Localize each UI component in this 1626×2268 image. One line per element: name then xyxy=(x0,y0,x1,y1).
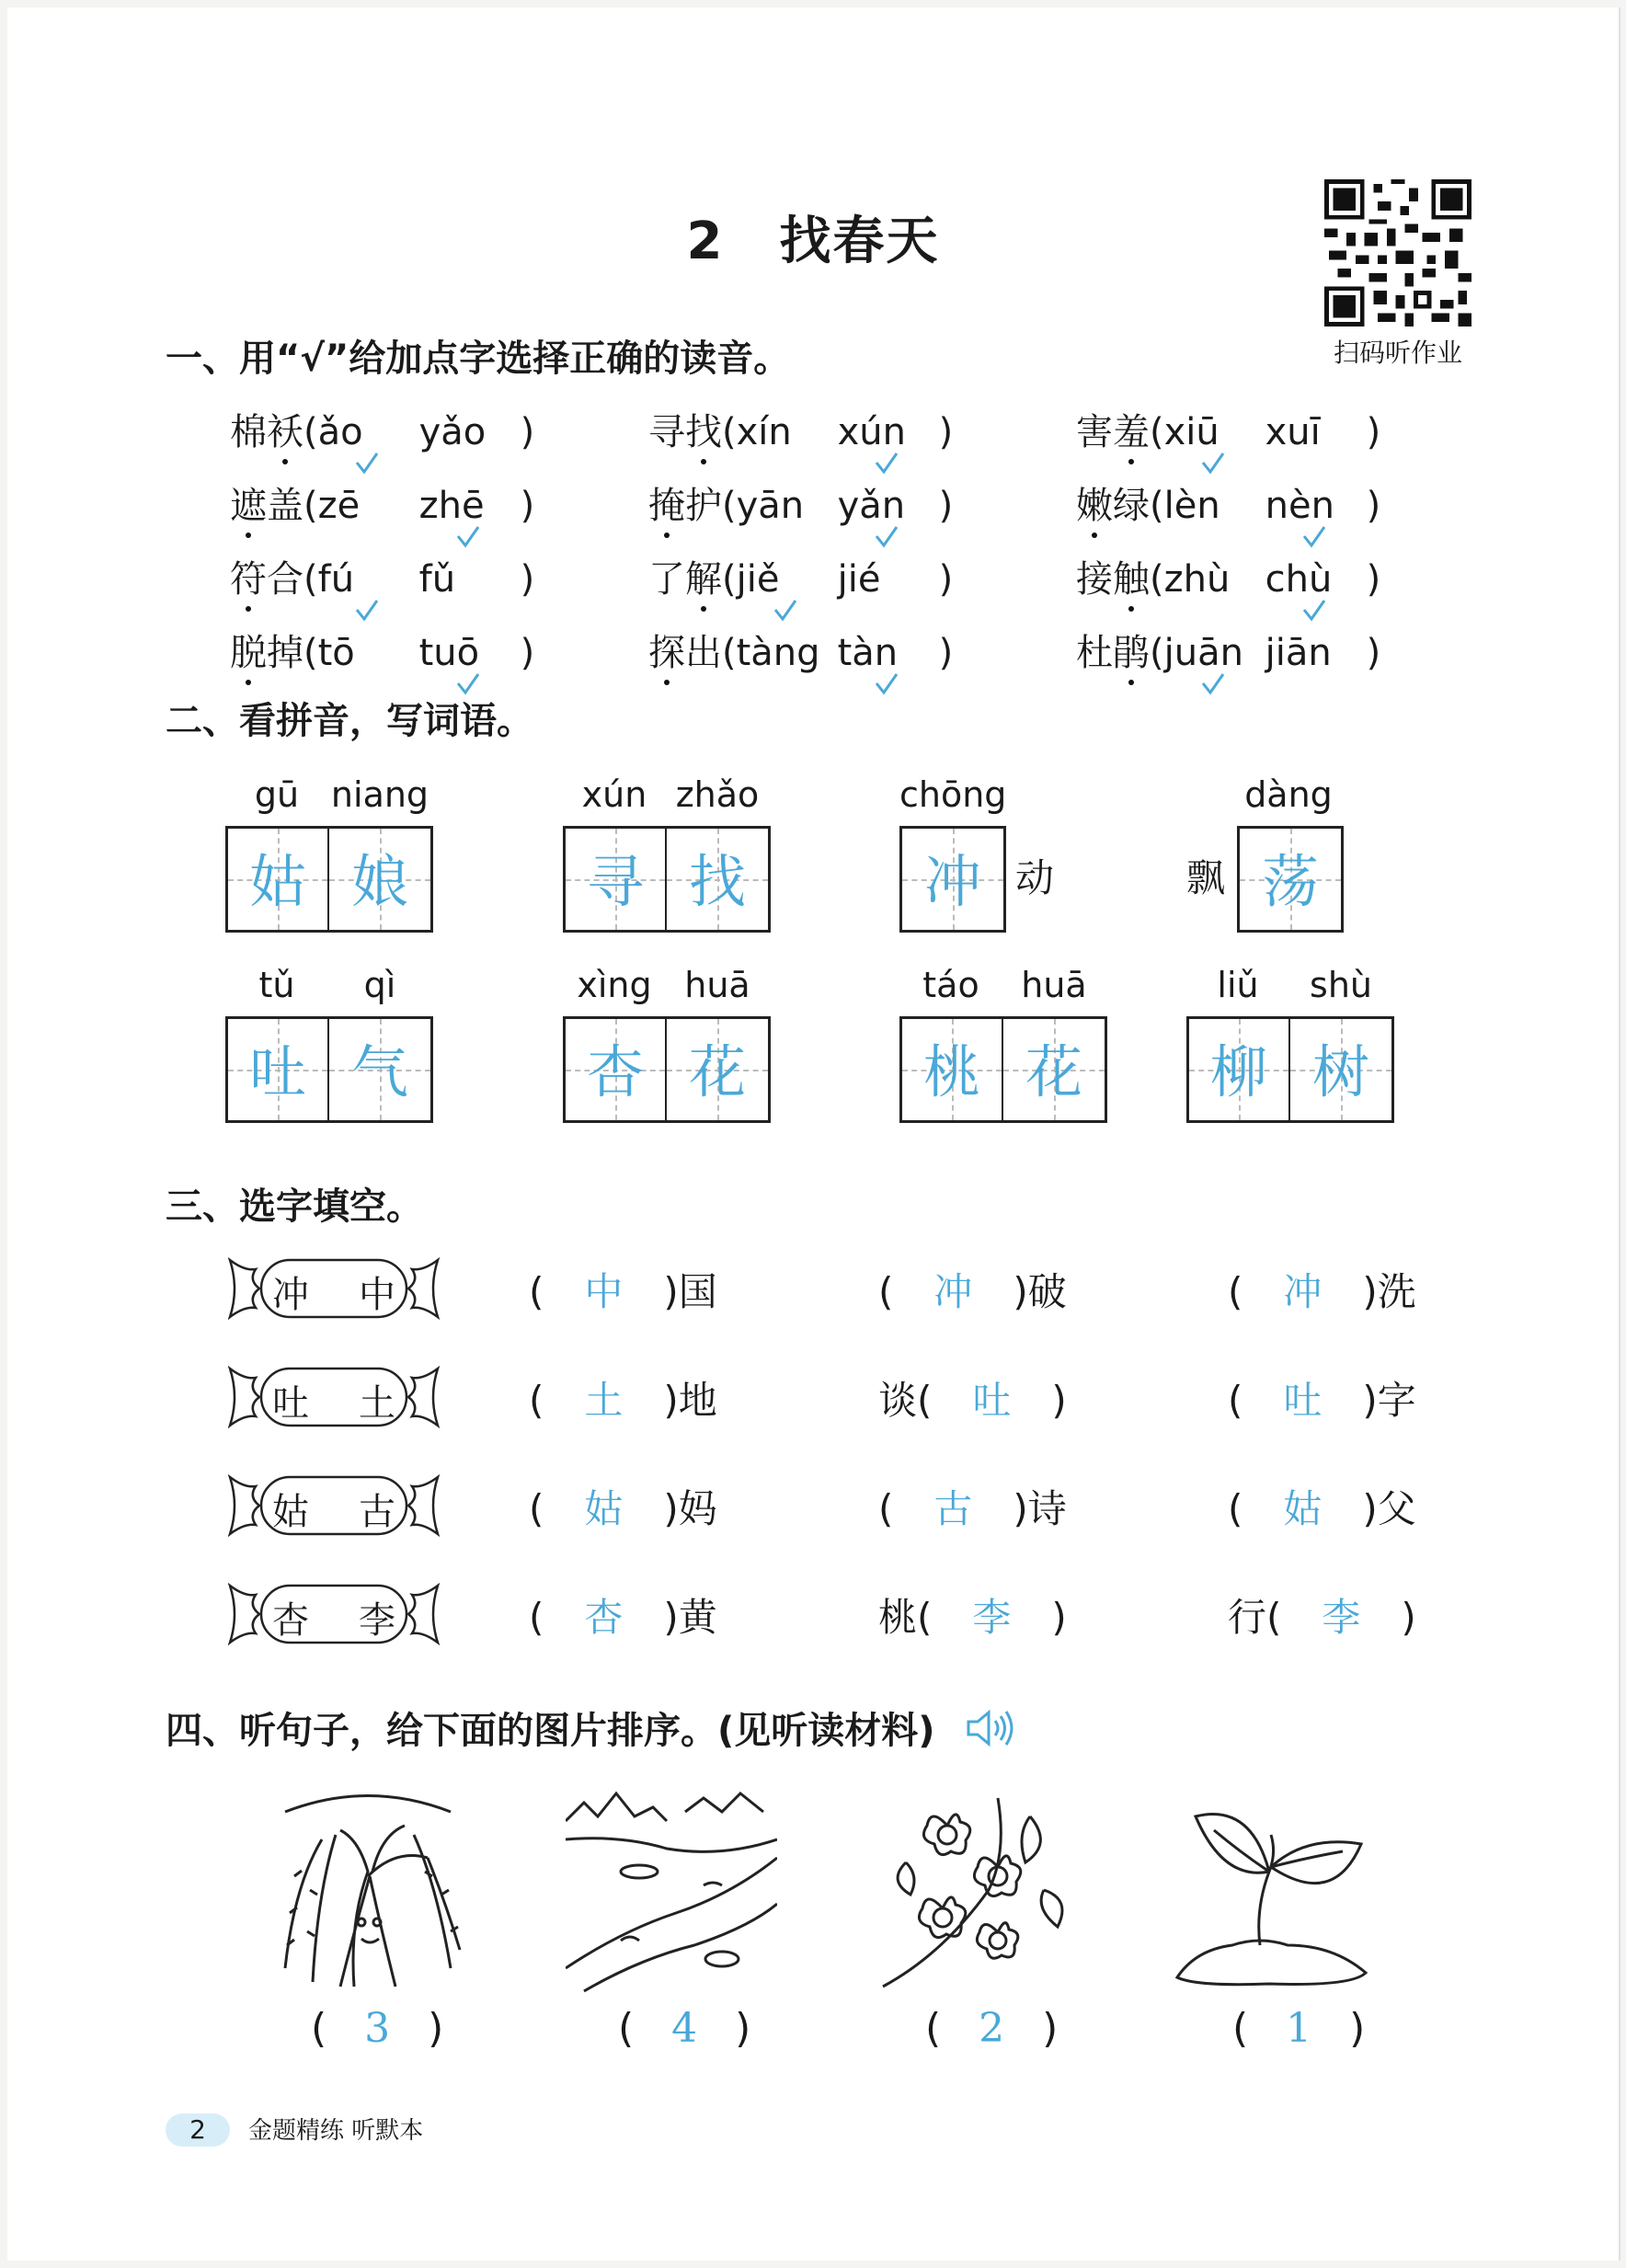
pinyin-label: táo xyxy=(922,965,979,1005)
dotted-char: 掩 xyxy=(648,476,685,529)
candy-choice-box xyxy=(228,1470,440,1541)
pinyin-option-text: jiě xyxy=(736,558,780,601)
pinyin-label: huā xyxy=(684,965,750,1005)
section2-heading: 二、看拼音，写词语。 xyxy=(166,700,533,742)
pinyin-option[interactable] xyxy=(318,411,419,453)
written-char: 吐 xyxy=(248,1038,306,1105)
open-paren: ( xyxy=(722,558,737,601)
grid-cell[interactable] xyxy=(1189,1019,1290,1120)
written-char: 娘 xyxy=(350,848,408,915)
choice-char: 吐 xyxy=(272,1382,309,1425)
open-paren: ( xyxy=(925,2005,942,2052)
pinyin-option[interactable] xyxy=(318,632,419,674)
word-char: 盖 xyxy=(267,485,303,527)
pinyin-option[interactable] xyxy=(1265,632,1367,674)
pinyin-label: qì xyxy=(363,965,396,1005)
lesson-title: 找春天 xyxy=(779,212,940,271)
blank-prefix: 谈( xyxy=(878,1378,933,1423)
order-number: 2 xyxy=(979,2005,1005,2052)
pinyin-label: huā xyxy=(1021,965,1087,1005)
check-mark-icon xyxy=(1302,516,1326,540)
pinyin-option-text: xún xyxy=(837,411,906,453)
pinyin-option-text: tàng xyxy=(736,632,820,674)
fill-blank[interactable] xyxy=(878,1370,1067,1426)
choice-char: 中 xyxy=(359,1274,395,1316)
section4-heading xyxy=(166,1701,1016,1758)
blank-answer: 李 xyxy=(972,1595,1012,1640)
dotted-char: 遮 xyxy=(230,476,267,529)
pinyin-option[interactable] xyxy=(1265,485,1367,527)
blank-answer: 吐 xyxy=(972,1378,1012,1423)
written-char: 荡 xyxy=(1261,848,1319,915)
blank-suffix: ) xyxy=(1401,1595,1416,1640)
pinyin-option-text: ǎo xyxy=(317,411,363,453)
blank-suffix: )诗 xyxy=(1013,1486,1067,1531)
written-char: 柳 xyxy=(1209,1038,1267,1105)
check-mark-icon xyxy=(875,663,899,687)
open-paren: ( xyxy=(1150,632,1164,674)
pronunciation-item xyxy=(648,550,953,602)
writing-grid[interactable] xyxy=(899,1016,1107,1123)
pronunciation-item xyxy=(230,403,534,455)
check-mark-icon xyxy=(355,590,379,613)
close-paren: ) xyxy=(938,411,954,453)
fill-blank[interactable] xyxy=(1228,1479,1416,1534)
pinyin-label: liǔ xyxy=(1217,965,1259,1005)
order-answer[interactable] xyxy=(925,2005,1058,2052)
footer xyxy=(166,2112,423,2147)
choice-char: 李 xyxy=(359,1599,395,1642)
blank-prefix: ( xyxy=(529,1378,544,1423)
pinyin-option[interactable] xyxy=(1164,632,1265,674)
blank-prefix: ( xyxy=(1228,1269,1243,1314)
fill-blank[interactable] xyxy=(878,1479,1067,1534)
pinyin-option-text: xiū xyxy=(1163,411,1220,453)
dotted-char: 符 xyxy=(230,550,267,602)
section1-heading: 一、用“√”给加点字选择正确的读音。 xyxy=(166,338,791,380)
pinyin-option[interactable] xyxy=(419,558,521,601)
candy-choice-box xyxy=(228,1253,440,1324)
blank-answer: 冲 xyxy=(933,1269,973,1314)
pinyin-option[interactable] xyxy=(1164,485,1265,527)
writing-grid[interactable] xyxy=(1186,1016,1394,1123)
pinyin-label: zhǎo xyxy=(675,774,760,815)
seedling-picture xyxy=(1168,1780,1380,1991)
dotted-char: 羞 xyxy=(1113,403,1150,455)
fill-blank[interactable] xyxy=(878,1587,1067,1643)
pinyin-option-text: xuī xyxy=(1265,411,1321,453)
willow-tree-picture xyxy=(267,1784,478,1996)
open-paren: ( xyxy=(1150,485,1164,527)
pinyin-option[interactable] xyxy=(838,485,939,527)
qr-code[interactable] xyxy=(1324,179,1471,326)
pinyin-label: shù xyxy=(1310,965,1372,1005)
pronunciation-item xyxy=(230,476,534,529)
writing-grid[interactable] xyxy=(225,1016,433,1123)
blank-suffix: )国 xyxy=(663,1269,717,1314)
close-paren: ) xyxy=(1349,2005,1366,2052)
pronunciation-item xyxy=(230,624,534,676)
dotted-char: 探 xyxy=(648,624,685,676)
grid-cell[interactable] xyxy=(228,1019,329,1120)
grid-cell[interactable] xyxy=(1290,1019,1391,1120)
blank-suffix: ) xyxy=(1051,1595,1067,1640)
grid-cell[interactable] xyxy=(566,829,667,930)
fill-blank[interactable] xyxy=(878,1262,1067,1317)
order-number: 3 xyxy=(364,2005,391,2052)
grid-cell[interactable] xyxy=(667,1019,768,1120)
dotted-char: 鹃 xyxy=(1113,624,1150,676)
blank-prefix: ( xyxy=(529,1595,544,1640)
choice-char: 古 xyxy=(359,1491,395,1533)
check-mark-icon xyxy=(456,663,480,687)
pinyin-option[interactable] xyxy=(419,485,521,527)
blank-answer: 姑 xyxy=(584,1486,624,1531)
writing-grid[interactable] xyxy=(225,826,433,933)
word-char: 寻 xyxy=(648,411,685,453)
blank-suffix: )破 xyxy=(1013,1269,1067,1314)
pinyin-option-text: zē xyxy=(317,485,361,527)
pronunciation-item xyxy=(230,550,534,602)
choice-char: 姑 xyxy=(272,1491,309,1533)
pinyin-option[interactable] xyxy=(737,632,838,674)
word-char: 杜 xyxy=(1076,632,1113,674)
written-char: 桃 xyxy=(922,1038,980,1105)
pinyin-option-text: tō xyxy=(317,632,355,674)
pronunciation-item xyxy=(1076,550,1380,602)
writing-grid[interactable] xyxy=(899,826,1006,933)
pinyin-option[interactable] xyxy=(838,411,939,453)
pinyin-option-text: yān xyxy=(736,485,805,527)
grid-cell[interactable] xyxy=(1240,829,1341,930)
word-char: 绿 xyxy=(1113,485,1150,527)
pinyin-option[interactable] xyxy=(737,558,838,601)
close-paren: ) xyxy=(520,632,535,674)
candy-choice-box xyxy=(228,1578,440,1650)
written-char: 杏 xyxy=(586,1038,644,1105)
check-mark-icon xyxy=(773,590,797,613)
pinyin-option[interactable] xyxy=(1265,411,1367,453)
fill-blank[interactable] xyxy=(1228,1587,1416,1643)
blank-answer: 中 xyxy=(584,1269,624,1314)
close-paren: ) xyxy=(938,558,954,601)
blank-suffix: )字 xyxy=(1362,1378,1416,1423)
blank-prefix: ( xyxy=(529,1269,544,1314)
flower-branch-picture xyxy=(869,1780,1081,1991)
open-paren: ( xyxy=(303,632,318,674)
pinyin-option[interactable] xyxy=(838,558,939,601)
fill-blank[interactable] xyxy=(529,1262,717,1317)
dotted-char: 嫩 xyxy=(1076,476,1113,529)
pinyin-option-text: fú xyxy=(317,558,355,601)
pinyin-label: gū xyxy=(254,774,300,815)
given-char: 动 xyxy=(1015,855,1055,900)
pinyin-option[interactable] xyxy=(838,632,939,674)
pinyin-option-text: yǎo xyxy=(418,411,487,453)
pinyin-option-text: nèn xyxy=(1265,485,1334,527)
pronunciation-item xyxy=(1076,624,1380,676)
open-paren: ( xyxy=(618,2005,635,2052)
close-paren: ) xyxy=(1366,485,1381,527)
written-char: 找 xyxy=(688,848,746,915)
word-char: 接 xyxy=(1076,558,1113,601)
pinyin-option-text: juān xyxy=(1163,632,1243,674)
open-paren: ( xyxy=(722,485,737,527)
fill-blank[interactable] xyxy=(529,1587,717,1643)
blank-prefix: ( xyxy=(878,1486,894,1531)
pinyin-option[interactable] xyxy=(737,485,838,527)
blank-answer: 姑 xyxy=(1283,1486,1323,1531)
grid-cell[interactable] xyxy=(566,1019,667,1120)
written-char: 气 xyxy=(350,1038,408,1105)
pinyin-option[interactable] xyxy=(419,411,521,453)
pinyin-label: xìng xyxy=(577,965,652,1005)
open-paren: ( xyxy=(722,411,737,453)
given-char: 飘 xyxy=(1186,855,1226,900)
written-char: 寻 xyxy=(586,848,644,915)
dotted-char: 解 xyxy=(685,550,722,602)
written-char: 花 xyxy=(1025,1038,1082,1105)
written-char: 姑 xyxy=(248,848,306,915)
written-char: 花 xyxy=(688,1038,746,1105)
grid-cell[interactable] xyxy=(667,829,768,930)
pinyin-option[interactable] xyxy=(318,558,419,601)
choice-char: 冲 xyxy=(272,1274,309,1316)
pronunciation-item xyxy=(648,403,953,455)
blank-suffix: ) xyxy=(1051,1378,1067,1423)
close-paren: ) xyxy=(1366,558,1381,601)
blank-answer: 土 xyxy=(584,1378,624,1423)
pronunciation-item xyxy=(648,476,953,529)
dotted-char: 触 xyxy=(1113,550,1150,602)
pinyin-option[interactable] xyxy=(1164,558,1265,601)
blank-suffix: )黄 xyxy=(663,1595,717,1640)
pinyin-label: tǔ xyxy=(258,965,295,1005)
fill-blank[interactable] xyxy=(529,1479,717,1534)
check-mark-icon xyxy=(456,516,480,540)
blank-answer: 杏 xyxy=(584,1595,624,1640)
open-paren: ( xyxy=(722,632,737,674)
blank-prefix: 桃( xyxy=(878,1595,933,1640)
choice-char: 土 xyxy=(359,1382,395,1425)
speaker-icon[interactable] xyxy=(965,1708,1016,1758)
written-char: 冲 xyxy=(923,848,981,915)
blank-prefix: ( xyxy=(1228,1378,1243,1423)
check-mark-icon xyxy=(355,442,379,466)
blank-answer: 冲 xyxy=(1283,1269,1323,1314)
grid-cell[interactable] xyxy=(329,829,430,930)
order-answer[interactable] xyxy=(311,2005,443,2052)
pronunciation-item xyxy=(648,624,953,676)
grid-cell[interactable] xyxy=(329,1019,430,1120)
open-paren: ( xyxy=(1232,2005,1249,2052)
dotted-char: 脱 xyxy=(230,624,267,676)
open-paren: ( xyxy=(1150,558,1164,601)
check-mark-icon xyxy=(1201,442,1225,466)
order-answer[interactable] xyxy=(618,2005,750,2052)
writing-grid[interactable] xyxy=(563,1016,771,1123)
blank-answer: 李 xyxy=(1322,1595,1361,1640)
close-paren: ) xyxy=(1366,632,1381,674)
blank-suffix: )地 xyxy=(663,1378,717,1423)
pinyin-label: chōng xyxy=(899,774,1007,815)
close-paren: ) xyxy=(938,485,954,527)
pinyin-option-text: chù xyxy=(1265,558,1333,601)
blank-answer: 吐 xyxy=(1283,1378,1323,1423)
blank-prefix: ( xyxy=(1228,1486,1243,1531)
word-char: 合 xyxy=(267,558,303,601)
pinyin-option[interactable] xyxy=(1265,558,1367,601)
pronunciation-item xyxy=(1076,476,1380,529)
close-paren: ) xyxy=(520,558,535,601)
pinyin-option-text: fǔ xyxy=(418,558,456,601)
order-answer[interactable] xyxy=(1232,2005,1365,2052)
word-char: 害 xyxy=(1076,411,1113,453)
check-mark-icon xyxy=(875,442,899,466)
order-number: 4 xyxy=(671,2005,698,2052)
pinyin-option[interactable] xyxy=(318,485,419,527)
word-char: 了 xyxy=(648,558,685,601)
order-number: 1 xyxy=(1286,2005,1312,2052)
close-paren: ) xyxy=(1366,411,1381,453)
blank-suffix: )父 xyxy=(1362,1486,1416,1531)
check-mark-icon xyxy=(875,516,899,540)
open-paren: ( xyxy=(311,2005,327,2052)
grid-cell[interactable] xyxy=(1003,1019,1105,1120)
pinyin-option[interactable] xyxy=(1164,411,1265,453)
close-paren: ) xyxy=(520,411,535,453)
blank-suffix: )妈 xyxy=(663,1486,717,1531)
grid-cell[interactable] xyxy=(228,829,329,930)
check-mark-icon xyxy=(1201,663,1225,687)
dotted-char: 找 xyxy=(685,403,722,455)
pinyin-option-text: jié xyxy=(837,558,881,601)
section4-heading-text: 四、听句子，给下面的图片排序。(见听读材料) xyxy=(166,1710,935,1752)
pinyin-option-text: zhē xyxy=(418,485,485,527)
blank-suffix: )洗 xyxy=(1362,1269,1416,1314)
blank-prefix: ( xyxy=(878,1269,894,1314)
open-paren: ( xyxy=(303,558,318,601)
pinyin-option-text: yǎn xyxy=(837,485,906,527)
grid-cell[interactable] xyxy=(902,829,1003,930)
word-char: 掉 xyxy=(267,632,303,674)
pinyin-option-text: tuō xyxy=(418,632,480,674)
close-paren: ) xyxy=(428,2005,444,2052)
choice-char: 杏 xyxy=(272,1599,309,1642)
pinyin-option-text: tàn xyxy=(837,632,899,674)
pinyin-label: niang xyxy=(330,774,429,815)
pinyin-label: xún xyxy=(581,774,647,815)
open-paren: ( xyxy=(303,411,318,453)
close-paren: ) xyxy=(938,632,954,674)
open-paren: ( xyxy=(303,485,318,527)
candy-choice-box xyxy=(228,1361,440,1433)
pinyin-option[interactable] xyxy=(737,411,838,453)
grid-cell[interactable] xyxy=(902,1019,1003,1120)
pinyin-option-text: xín xyxy=(736,411,792,453)
word-char: 棉 xyxy=(230,411,267,453)
writing-grid[interactable] xyxy=(1237,826,1344,933)
blank-prefix: 行( xyxy=(1228,1595,1282,1640)
check-mark-icon xyxy=(1302,590,1326,613)
writing-grid[interactable] xyxy=(563,826,771,933)
book-title: 金题精练 听默本 xyxy=(248,2117,424,2145)
page-number: 2 xyxy=(166,2113,230,2147)
dotted-char: 袄 xyxy=(267,403,303,455)
fill-blank[interactable] xyxy=(529,1370,717,1426)
pinyin-option-text: lèn xyxy=(1163,485,1220,527)
pinyin-label: dàng xyxy=(1244,774,1333,815)
fill-blank[interactable] xyxy=(1228,1262,1416,1317)
pinyin-option-text: jiān xyxy=(1265,632,1332,674)
section3-heading: 三、选字填空。 xyxy=(166,1186,423,1228)
open-paren: ( xyxy=(1150,411,1164,453)
word-char: 出 xyxy=(685,632,722,674)
blank-prefix: ( xyxy=(529,1486,544,1531)
blank-answer: 古 xyxy=(933,1486,973,1531)
written-char: 树 xyxy=(1311,1038,1369,1105)
pinyin-option-text: zhù xyxy=(1163,558,1231,601)
river-landscape-picture xyxy=(566,1784,777,1996)
word-char: 护 xyxy=(685,485,722,527)
close-paren: ) xyxy=(1042,2005,1059,2052)
pinyin-option[interactable] xyxy=(419,632,521,674)
close-paren: ) xyxy=(735,2005,751,2052)
pronunciation-item xyxy=(1076,403,1380,455)
fill-blank[interactable] xyxy=(1228,1370,1416,1426)
lesson-number: 2 xyxy=(686,212,725,271)
close-paren: ) xyxy=(520,485,535,527)
qr-caption: 扫码听作业 xyxy=(1333,338,1462,368)
